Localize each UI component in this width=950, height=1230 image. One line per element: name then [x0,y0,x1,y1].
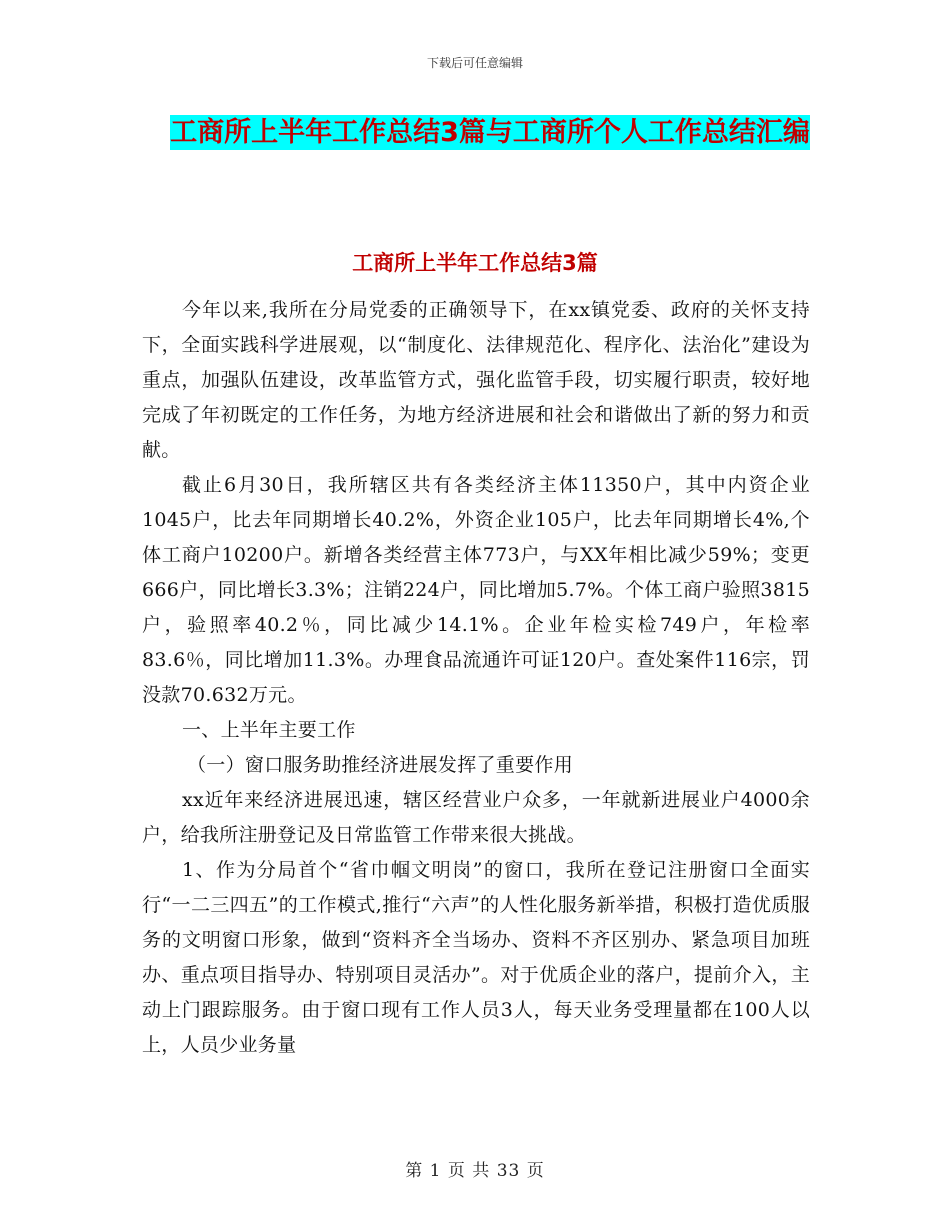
paragraph-economic-growth: xx近年来经济进展迅速，辖区经营业户众多，一年就新进展业户4000余户，给我所注册登记及日常监管工作带来很大挑战。 [142,789,810,846]
document-body [142,293,810,1063]
document-title-text: 工商所上半年工作总结3篇与工商所个人工作总结汇编 [170,117,810,148]
page-footer: 第 1 页 共 33 页 [405,1161,545,1181]
subheading-window-service: （一）窗口服务助推经济进展发挥了重要作用 [187,754,574,776]
paragraph-window-model: 1、作为分局首个“省巾帼文明岗”的窗口，我所在登记注册窗口全面实行“一二三四五”的工作模式,推行“六声”的人性化服务新举措，积极打造优质服务的文明窗口形象，做到“资料齐全当场办、资料不齐区别办、紧急项目加班办、重点项目指导办、特别项目灵活办”。对于优质企业的落户，提前介入，主动上门跟踪服务。由于窗口现有工作人员3人，每天业务受理量都在100人以上，人员少业务量 [142,859,810,1056]
heading-main-work: 一、上半年主要工作 [182,719,356,741]
document-title [140,110,840,156]
section-title: 工商所上半年工作总结3篇 [352,251,598,275]
paragraph-intro: 今年以来,我所在分局党委的正确领导下，在xx镇党委、政府的关怀支持下，全面实践科学进展观，以“制度化、法律规范化、程序化、法治化”建设为重点，加强队伍建设，改革监管方式，强化监管手段，切实履行职责，较好地完成了年初既定的工作任务，为地方经济进展和社会和谐做出了新的努力和贡献。 [142,299,810,461]
paragraph-statistics: 截止6月30日，我所辖区共有各类经济主体11350户，其中内资企业1045户，比去年同期增长40.2%，外资企业105户，比去年同期增长4%,个体工商户10200户。新增各类经营主体773户，与XX年相比减少59%；变更666户，同比增长3.3%；注销224户，同比增加5.7%。个体工商户验照3815户，验照率40.2％，同比减少14.1%。企业年检实检749户，年检率83.6％，同比增加11.3%。办理食品流通许可证120户。查处案件116宗，罚没款70.632万元。 [142,474,810,706]
header-note: 下载后可任意编辑 [426,56,523,70]
